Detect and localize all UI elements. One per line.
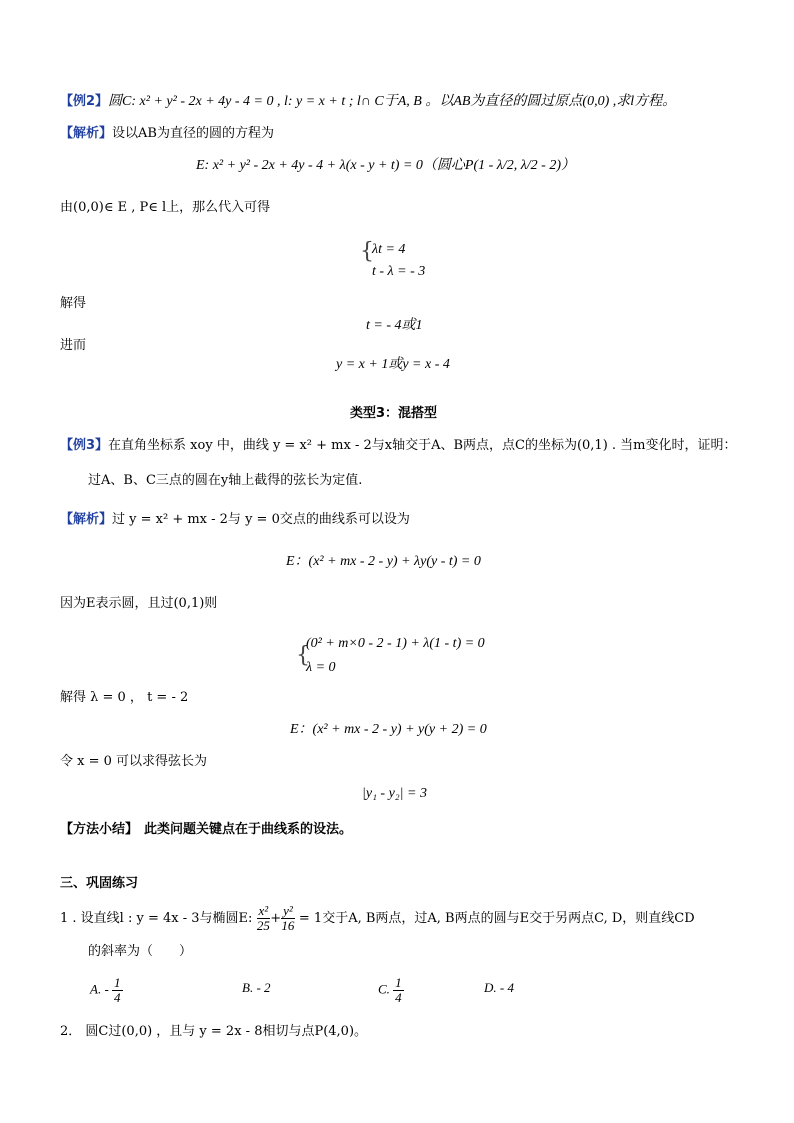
example-2-line bbox=[60, 92, 676, 112]
question-1-text-2: 的斜率为（ ） bbox=[88, 944, 193, 959]
ellipse-fraction-y bbox=[281, 904, 295, 933]
ellipse-fraction-x bbox=[257, 904, 271, 933]
solution-2-line bbox=[60, 124, 274, 144]
option-a[interactable] bbox=[90, 976, 123, 1005]
solution-3-chord-length: |y₁ - y₂| = 3 bbox=[362, 786, 427, 801]
question-1-text-b: = 1交于A, B两点，过A, B两点的圆与E交于另两点C, D，则直线CD bbox=[298, 911, 695, 926]
option-c-fraction bbox=[393, 976, 404, 1005]
solution-2-equation: E: x² + y² - 2x + 4y - 4 + λ(x - y + t) = 0（圆心P(1 - λ/2, λ/2 - 2)） bbox=[196, 158, 575, 173]
option-d[interactable]: D. - 4 bbox=[484, 980, 514, 995]
example-2-tag: 【例2】 bbox=[60, 94, 109, 109]
solution-3-equation-2: E：(x² + mx - 2 - y) + y(y + 2) = 0 bbox=[290, 722, 487, 737]
type-3-heading: 类型3：混搭型 bbox=[350, 406, 438, 421]
question-1-text-a: 1 . 设直线l : y = 4x - 3与椭圆E: bbox=[60, 911, 253, 926]
solution-3-text: 过 y = x² + mx - 2与 y = 0交点的曲线系可以设为 bbox=[112, 512, 410, 527]
example-3-text-1: 在直角坐标系 xoy 中，曲线 y = x² + mx - 2与x轴交于A、B两点，点C的坐标为(0,1) . 当m变化时，证明： bbox=[108, 438, 737, 453]
solution-2-solve: 解得 bbox=[60, 296, 87, 311]
method-summary-line bbox=[60, 820, 352, 840]
system-2-eq-a: (0² + m×0 - 2 - 1) + λ(1 - t) = 0 bbox=[306, 636, 485, 651]
example-3-tag: 【例3】 bbox=[60, 438, 109, 453]
solution-2-condition: 由(0,0)∈ E , P∈ l上，那么代入可得 bbox=[60, 200, 271, 215]
system-1-eq-b: t - λ = - 3 bbox=[372, 264, 426, 279]
solution-3-solve: 解得 λ = 0 ， t = - 2 bbox=[60, 690, 189, 705]
solution-3-equation-1: E：(x² + mx - 2 - y) + λy(y - t) = 0 bbox=[286, 554, 481, 569]
example-3-text-2: 过A、B、C三点的圆在y轴上截得的弦长为定值. bbox=[88, 473, 363, 488]
fraction-y-denominator: 16 bbox=[281, 918, 295, 933]
solution-2-then: 进而 bbox=[60, 338, 87, 353]
option-b[interactable]: B. - 2 bbox=[242, 980, 271, 995]
solution-3-tag: 【解析】 bbox=[60, 512, 113, 527]
option-a-denominator: 4 bbox=[114, 990, 121, 1005]
option-a-prefix: A. - bbox=[90, 981, 109, 997]
section-3-heading: 三、巩固练习 bbox=[60, 876, 139, 891]
question-2-text: 2． 圆C过(0,0) ，且与 y = 2x - 8相切与点P(4,0)。 bbox=[60, 1024, 368, 1039]
solution-2-result-2: y = x + 1或y = x - 4 bbox=[336, 357, 450, 372]
solution-2-result-1: t = - 4或1 bbox=[366, 318, 423, 333]
system-1-eq-a: λt = 4 bbox=[372, 242, 406, 257]
question-1-line-1 bbox=[60, 904, 695, 933]
solution-3-let: 令 x = 0 可以求得弦长为 bbox=[60, 754, 208, 769]
option-a-fraction bbox=[112, 976, 123, 1005]
system-brace-2: { bbox=[296, 643, 310, 668]
example-2-text: 圆C: x² + y² - 2x + 4y - 4 = 0 , l: y = x + t ; l∩ C于A, B 。以AB为直径的圆过原点(0,0) ,求l方程。 bbox=[108, 94, 677, 109]
method-summary-tag: 【方法小结】 bbox=[60, 822, 139, 837]
fraction-x-numerator: x² bbox=[258, 903, 269, 918]
fraction-y-numerator: y² bbox=[283, 903, 293, 918]
fraction-x-denominator: 25 bbox=[256, 918, 270, 933]
solution-2-tag: 【解析】 bbox=[60, 126, 113, 141]
solution-3-condition: 因为E表示圆，且过(0,1)则 bbox=[60, 596, 218, 611]
option-c-denominator: 4 bbox=[395, 990, 402, 1005]
option-c[interactable] bbox=[378, 976, 404, 1005]
method-summary-text: 此类问题关键点在于曲线系的设法。 bbox=[144, 822, 353, 837]
option-c-numerator: 1 bbox=[395, 975, 402, 990]
option-a-numerator: 1 bbox=[114, 975, 121, 990]
system-brace-1: { bbox=[360, 239, 374, 264]
option-c-prefix: C. bbox=[378, 981, 390, 997]
solution-3-line bbox=[60, 510, 410, 530]
example-3-line-1 bbox=[60, 436, 737, 456]
system-2-eq-b: λ = 0 bbox=[306, 660, 336, 675]
plus-sign: + bbox=[270, 911, 282, 926]
solution-2-text: 设以AB为直径的圆的方程为 bbox=[112, 126, 274, 141]
